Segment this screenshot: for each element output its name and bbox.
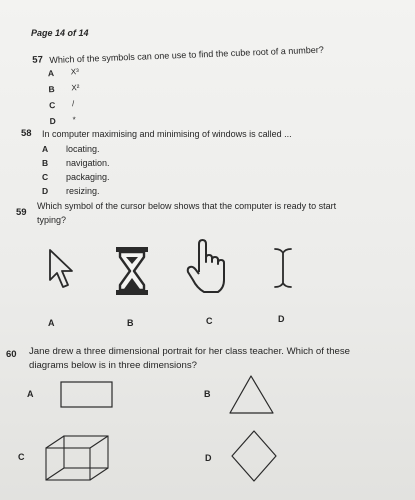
option-letter: A	[48, 318, 55, 328]
question-text: Which of the symbols can one use to find the cube root of a number?	[49, 44, 325, 66]
question-number: 60	[6, 349, 17, 360]
cuboid-shape	[44, 434, 116, 484]
option-letter: C	[18, 452, 25, 462]
question-number: 58	[21, 128, 32, 139]
option-text: X³	[70, 67, 79, 77]
option-letter: D	[49, 115, 57, 127]
option-letter: B	[127, 318, 134, 328]
option-letter: B	[48, 83, 55, 95]
question-57	[0, 0, 415, 130]
option-letter: D	[205, 453, 212, 463]
i-beam-cursor-icon	[270, 246, 296, 290]
option-text: locating.	[66, 144, 100, 154]
option-letter: C	[206, 316, 213, 326]
option-letter: A	[42, 144, 49, 154]
question-text-line2: diagrams below is in three dimensions?	[29, 360, 197, 371]
option-text: *	[72, 115, 76, 125]
arrow-pointer-icon	[42, 246, 82, 294]
option-letter: B	[204, 389, 211, 399]
page-number: Page 14 of 14	[31, 28, 89, 38]
question-number: 57	[32, 54, 44, 66]
question-text: In computer maximising and minimising of windows is called ...	[42, 129, 292, 139]
triangle-shape	[228, 374, 276, 416]
option-text: packaging.	[66, 172, 110, 182]
option-letter: D	[42, 186, 49, 196]
option-letter: B	[42, 158, 49, 168]
rhombus-shape	[230, 429, 278, 483]
question-text-line1: Which symbol of the cursor below shows that the computer is ready to start	[37, 201, 337, 211]
option-letter: A	[47, 67, 55, 79]
question-text-line1: Jane drew a three dimensional portrait for her class teacher. Which of these	[29, 346, 351, 357]
option-letter: D	[278, 314, 285, 324]
option-text: X²	[71, 83, 80, 93]
rectangle-shape	[60, 381, 116, 411]
option-text: navigation.	[66, 158, 110, 168]
question-text-line2: typing?	[37, 215, 67, 225]
hourglass-icon	[112, 245, 152, 297]
option-letter: C	[42, 172, 49, 182]
question-number: 59	[16, 207, 27, 218]
option-letter: C	[48, 99, 56, 111]
option-letter: A	[27, 389, 34, 399]
option-text: resizing.	[66, 186, 100, 196]
hand-pointer-icon	[183, 238, 233, 298]
option-text: /	[71, 99, 75, 109]
